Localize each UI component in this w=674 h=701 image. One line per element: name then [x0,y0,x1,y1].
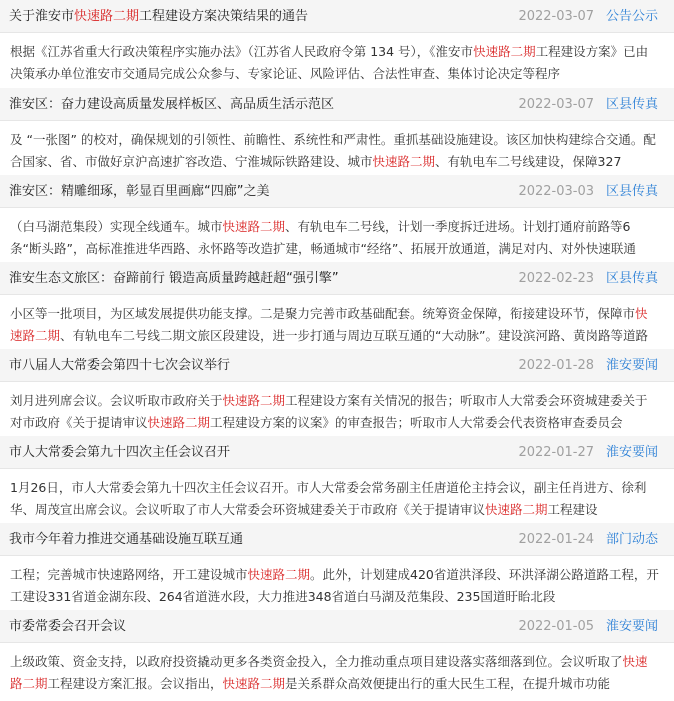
result-category-link[interactable]: 区县传真 [605,97,658,112]
result-item [0,610,674,697]
result-snippet [0,33,674,85]
result-category-link[interactable]: 区县传真 [605,271,658,286]
result-snippet [0,121,674,173]
result-snippet [0,556,674,608]
keyword-highlight: 快速路二期 [222,219,286,234]
result-header [0,0,674,33]
result-snippet [0,643,674,695]
keyword-highlight: 快速路二期 [10,306,648,343]
result-item [0,436,674,523]
result-item [0,523,674,610]
result-header [0,262,674,295]
keyword-highlight: 快速路二期 [222,676,286,691]
result-date: 2022-01-28 [518,358,594,373]
title-text: 市人大常委会第九十四次主任会议召开 [9,445,231,460]
keyword-highlight: 快速路二期 [222,393,286,408]
result-item [0,349,674,436]
result-title-link[interactable] [9,88,334,121]
result-header [0,88,674,121]
result-category-link[interactable]: 部门动态 [605,532,658,547]
result-header [0,349,674,382]
result-item [0,175,674,262]
result-title-link[interactable] [9,349,230,382]
result-header [0,523,674,556]
result-header [0,175,674,208]
result-date: 2022-01-27 [518,445,594,460]
snippet-text: 工程建设方案的议案》的审查报告；听取市人大常委会代表资格审查委员会 [210,415,623,430]
result-snippet [0,295,674,347]
result-date: 2022-03-07 [518,97,594,112]
result-title-link[interactable] [9,436,230,469]
snippet-text: 工程建设方案汇报。会议指出， [47,676,223,691]
snippet-text: 及 “一张图” 的校对，确保规划的引领性、前瞻性、系统性和严肃性。重抓基础设施建设。该区加快构建综合交通。配合国家、省、市做好京沪高速扩容改造、宁淮城际铁路建设、城市 [10,132,656,169]
keyword-highlight: 快速路二期 [372,154,436,169]
title-text: 关于淮安市 [9,9,75,24]
snippet-text: 、有轨电车二号线，计划一季度拆迁进场。计划打通府前路等6条“断头路”，高标准推进华西路、永怀路等改造扩建，畅通城市“经络”、拓展开放通道，满足对内、对外快速联通 [10,219,636,256]
snippet-text: 小区等一批项目，为区域发展提供功能支撑。二是聚力完善市政基础配套。统筹资金保障，衔接建设环节，保障市 [10,306,636,321]
snippet-text: 是关系群众高效便捷出行的重大民生工程，在提升城市功能 [285,676,611,691]
snippet-text: 工程建设方案有关情况的报告；听取市人大常委会环资城建委关于对市政府《关于提请审议 [10,393,648,430]
result-header [0,610,674,643]
title-text: 市委常委会召开会议 [9,619,127,634]
snippet-text: 、有轨电车二号线建设，保障327 [435,154,622,169]
snippet-text: 根据《江苏省重大行政决策程序实施办法》（江苏省人民政府令第 134 号），《淮安市 [10,44,474,59]
result-header [0,436,674,469]
result-date: 2022-03-07 [518,9,594,24]
keyword-highlight: 快速路二期 [10,654,648,691]
keyword-highlight: 快速路二期 [74,9,140,24]
result-category-link[interactable]: 淮安要闻 [605,619,658,634]
result-category-link[interactable]: 公告公示 [605,9,658,24]
snippet-text: 工程建设 [547,502,598,517]
title-text: 我市今年着力推进交通基础设施互联互通 [9,532,244,547]
result-category-link[interactable]: 区县传真 [605,184,658,199]
snippet-text: 刘月进列席会议。会议听取市政府关于 [10,393,223,408]
snippet-text: 工程建设方案》已由决策承办单位淮安市交通局完成公众参与、专家论证、风险评估、合法性审查、集体讨论决定等程序 [10,44,649,81]
result-category-link[interactable]: 淮安要闻 [605,445,658,460]
title-text: 市八届人大常委会第四十七次会议举行 [9,358,231,373]
result-title-link[interactable] [9,610,126,643]
title-text: 淮安区：精雕细琢，彰显百里画廊“四廊”之美 [9,184,270,199]
result-item [0,262,674,349]
snippet-text: 上级政策、资金支持，以政府投资撬动更多各类资金投入，全力推动重点项目建设落实落细落到位。会议听取了 [10,654,623,669]
result-category-link[interactable]: 淮安要闻 [605,358,658,373]
result-date: 2022-02-23 [518,271,594,286]
title-text: 工程建设方案决策结果的通告 [139,9,309,24]
keyword-highlight: 快速路二期 [485,502,548,517]
keyword-highlight: 快速路二期 [147,415,211,430]
result-snippet [0,469,674,521]
result-item [0,88,674,175]
title-text: 淮安区：奋力建设高质量发展样板区、高品质生活示范区 [9,97,335,112]
result-title-link[interactable] [9,523,243,556]
result-date: 2022-03-03 [518,184,594,199]
snippet-text: 、有轨电车二号线二期文旅区段建设，进一步打通与周边互联互通的“大动脉”。建设滨河路、黄岗路等道路 [60,328,648,343]
snippet-text: 1月26日，市人大常委会第九十四次主任会议召开。市人大常委会常务副主任唐道伦主持会议，副主任肖进方、徐利华、周茂宣出席会议。会议听取了市人大常委会环资城建委关于市政府《关于提请审议 [10,480,647,517]
snippet-text: 。此外，计划建成420省道洪泽段、环洪泽湖公路道路工程，开工建设331省道金湖东段、264省道涟水段，大力推进348省道白马湖及范集段、235国道盱眙北段 [10,567,659,604]
keyword-highlight: 快速路二期 [247,567,311,582]
keyword-highlight: 快速路二期 [473,44,536,59]
result-title-link[interactable] [9,262,339,295]
snippet-text: （白马湖范集段）实现全线通车。城市 [10,219,223,234]
snippet-text: 工程；完善城市快速路网络，开工建设城市 [10,567,248,582]
title-text: 淮安生态文旅区：奋蹄前行 锻造高质量跨越赶超“强引擎” [9,271,339,286]
result-title-link[interactable] [9,0,308,33]
result-title-link[interactable] [9,175,269,208]
result-date: 2022-01-05 [518,619,594,634]
result-snippet [0,382,674,434]
result-snippet [0,208,674,260]
result-date: 2022-01-24 [518,532,594,547]
result-item [0,0,674,88]
